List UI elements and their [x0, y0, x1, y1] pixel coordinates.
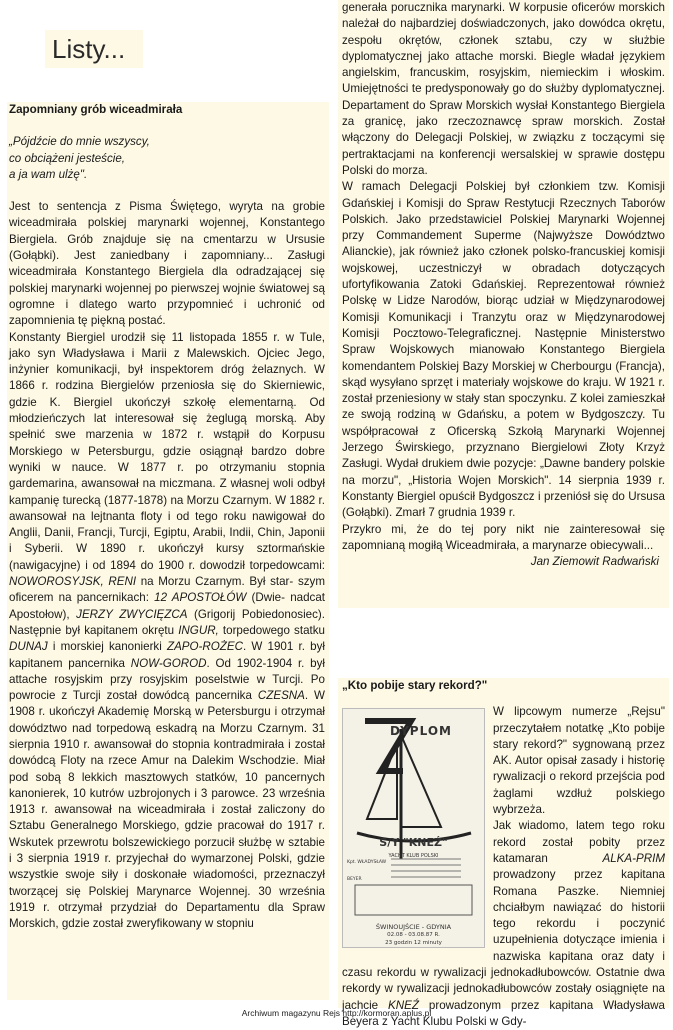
quote-line: co obciążeni jesteście, [9, 151, 125, 165]
author-signature: Jan Ziemowit Radwański [530, 555, 659, 569]
article-heading: Zapomniany grób wiceadmirała [9, 103, 183, 116]
paragraph: W ramach Delegacji Polskiej był członkiem tzw. Komisji Gdańskiej i Komisji do Spraw Restytucji Rzecznych Taborów Polskich. Jako przedstawiciel Polskiej Marynarki Wojennej przy Commandement Superme (Najwyższe Dowództwo Alianckie), jak również jako członek polsko-francuskiej komisji wojskowej, uczestniczył w obradach dotyczących ufortyfikowania Zatoki Gdańskiej. Reprezentował również Polskę w Lidze Narodów, biorąc udział w Międzynarodowej Komisji Komunikacji i Tranzytu oraz w Międzynarodowej Komisji Pocztowo-Telegraficznej. Następnie Ministerstwo Spraw Wojskowych mianowało Konstantego Biergiela komendantem Polskiej Bazy Morskiej w Cherbourgu (Francja), skąd wysyłano sprzęt i materiały wojskowe do kraju. W 1921 r. został przeniesiony w stały stan spoczynku. Z kolei zamieszkał ze swoją rodziną w Gdańsku, a potem w Bydgoszczy. Tu współpracował z Oficerską Szkołą Marynarki Wojennej Jerzego Świrskiego, przyznano Biergielowi Złoty Krzyż Zasługi. Wydał drukiem dwie pozycje: „Dawne bandery polskie na morzu", „Historia Wojen Morskich". 14 sierpnia 1939 r. Konstanty Biergiel opuścił Bydgoszcz i przeniósł się do Ursusa (Gołąbki). Zmarł 7 grudnia 1939 r. [342, 180, 665, 520]
article-column-left [7, 102, 329, 1000]
article2-heading: „Kto pobije stary rekord?" [342, 679, 488, 692]
diploma-captain: Kpt. WŁADYSŁAW BEYER [347, 860, 387, 882]
article2-column [338, 678, 669, 1028]
diploma-title: DYPLOM [390, 724, 452, 739]
diploma-club: YACHT KLUB POLSKI [388, 853, 439, 860]
diploma-time: 23 godzin 12 minuty [385, 940, 442, 947]
footer-credit: Archiwum magazynu Rejs http://kormoran.aplus.pl [241, 1008, 432, 1018]
diploma-route: ŚWINOUJŚCIE - GDYNIA [375, 923, 452, 932]
diploma-dates: 02.08 - 03.08.87 R. [387, 932, 440, 939]
paragraph: Jak wiadomo, latem tego roku rekord został pobity przez katamaran ALKA-PRIM prowadzony przez kapitana Romana Paszke. Niemniej chciałbym nawiązać do historii tego rekordu i poczynić uzupełnienia dotyczące imienia i nazwiska kapitana oraz daty i czasu rekordu w rywalizacji jednokadłubowców. Ostatnie dwa rekordy w rywalizacji jednokadłubowców zostały osiągnięte na jachcie KNEŹ prowadzonym przez kapitana Władysława Beyera z Yacht Klubu Polski w Gdy- [342, 819, 665, 1028]
paragraph: Przykro mi, że do tej pory nikt nie zainteresował się zapomnianą mogiłą Wiceadmirała, a marynarze obiecywali... [342, 522, 665, 552]
diploma-image [342, 708, 485, 948]
paragraph: W lipcowym numerze „Rejsu" przeczytałem notatkę „Kto pobije stary rekord?" sygnowaną przez AK. Autor opisał zasady i historię rywalizacji o rekord przejścia pod żaglami wzdłuż polskiego wybrzeża. [493, 705, 665, 817]
paragraph: generała porucznika marynarki. W korpusie oficerów morskich należał do najbardziej doświadczonych, jako dowódca okrętu, zespołu okrętów, członek sztabu, czy w służbie dyplomatycznej jako attache morski. Biegle władał językiem angielskim, francuskim, rosyjskim, niemieckim i włoskim. Umiejętności te predysponowały go do służby dyplomatycznej. Departament do Spraw Morskich wysłał Konstantego Biergiela za granicę, jako rzeczoznawcę spraw morskich. Został włączony do Delegacji Polskiej, w związku z toczącymi się pertraktacjami na konferencji wersalskiej w sprawie dostępu Polski do morza. [342, 1, 665, 177]
diploma-yacht: S/Y "KNEŹ" [379, 836, 448, 850]
article-column-right [338, 0, 669, 608]
paragraph: Konstanty Biergiel urodził się 11 listopada 1855 r. w Tule, jako syn Władysława i Marii z Malewskich. Ojciec Jego, inżynier komunikacji, był inspektorem dróg żelaznych. W 1866 r. rodzina Biergielów przeniosła się do Skierniewic, gdzie K. Biergiel ukończył szkołę elementarną. Od młodzieńczych lat interesował się żeglugą morską. Aby spełnić swe marzenia w 1872 r. wstąpił do Korpusu Morskiego w Petersburgu, gdzie osiągnął bardzo dobre wyniki w nauce. W 1877 r. po otrzymaniu stopnia gardemarina, awansował na miczmana. Z własnej woli odbył kampanię turecką (1877-1878) na Morzu Czarnym. W 1882 r. awansował na lejtnanta floty i od tego roku nawigował do Anglii, Danii, Francji, Turcji, Egiptu, Arabii, Indii, Chin, Japonii i Syberii. W 1890 r. ukończył kursy sztormańskie (nawigacyjne) i od 1894 do 1900 r. dowodził torpedowcami: NOWOROSYJSK, RENI na Morzu Czarnym. Był star- szym oficerem na pancernikach: 12 APOSTOŁÓW (Dwie- nadcat Apostołow), JERZY ZWYCIĘZCA (Grigorij Pobiedonosiec). Następnie był kapitanem okrętu INGUR, torpedowego statku DUNAJ i morskiej kanonierki ZAPO-ROŻEC. W 1901 r. był kapitanem pancernika NOW-GOROD. Od 1902-1904 r. był attache rosyjskim przy rosyjskim poselstwie w Turcji. Po powrocie z Turcji został dowódcą pancernika CZESNA. W 1908 r. ukończył Akademię Morską w Petersburgu i otrzymał dowództwo nad torpedową eskadrą na Morzu Czarnym. 31 sierpnia 1910 r. awansował do stopnia kontradmirała i został dowódcą Floty na rzece Amur na Dalekim Wschodzie. Miał pod sobą 8 lekkich masztowych statków, 10 pancernych kanonierek, 10 kutrów uzbrojonych i 3 parowce. 23 września 1913 r. awansował na wiceadmirała i został zaliczony do Sztabu Generalnego Morskiego, gdzie pracował do 1917 r. Wskutek przewrotu bolszewickiego porzucił służbę w sztabie i 3 sierpnia 1919 r. przyjechał do wymarzonej Polski, gdzie wszystkie swoje siły i doskonałe wiadomości, przeznaczył tworzącej się Polskiej Marynarce Wojennej. 30 września 1919 r. otrzymał przydział do Departamentu dla Spraw Morskich, gdzie został zweryfikowany w stopniu [9, 330, 325, 931]
section-title: Listy... [52, 34, 126, 64]
quote-line: „Pójdźcie do mnie wszyscy, [9, 135, 150, 149]
paragraph: Jest to sentencja z Pisma Świętego, wyryta na grobie wiceadmirała polskiej marynarki wojennej, Konstantego Biergiela. Grób znajduje się na cmentarzu w Ursusie (Gołąbki). Jest zaniedbany i zapomniany... Zasługi wiceadmirała Konstantego Biergiela dla odradzającej się polskiej marynarki wojennej po pierwszej wojnie światowej są ogromne i dlatego warto przypomnieć i uchronić od zapomnienia tę piękną postać. [9, 200, 325, 328]
quote-line: a ja wam ulżę". [9, 167, 88, 181]
